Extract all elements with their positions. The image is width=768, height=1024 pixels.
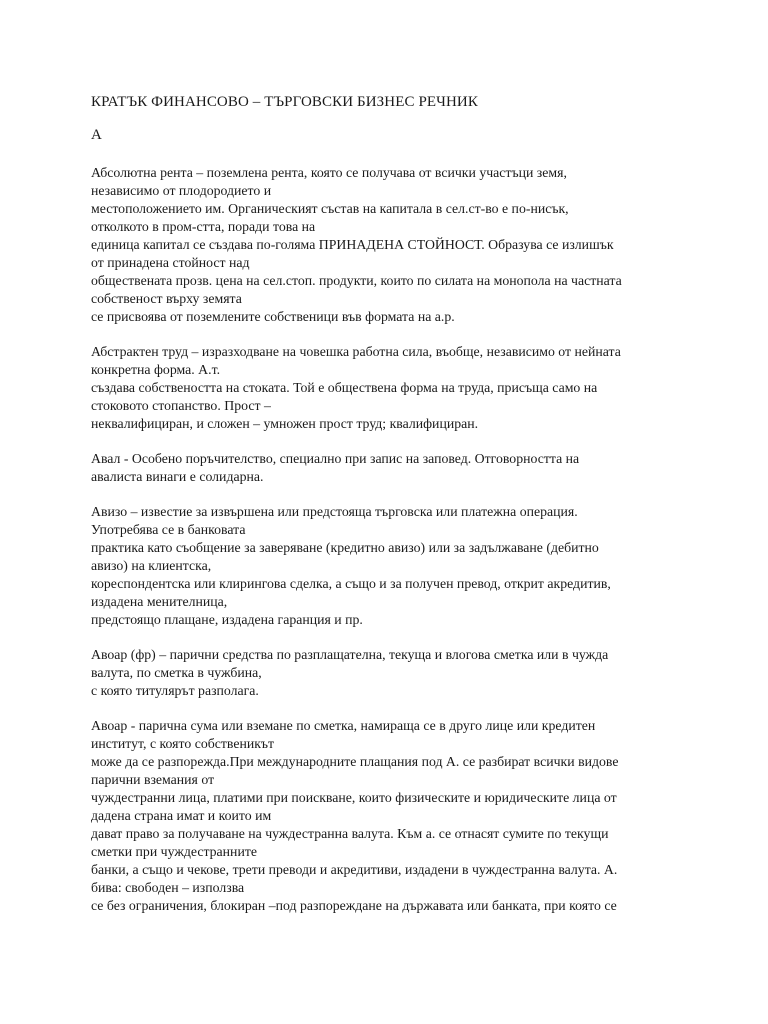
dictionary-entry xyxy=(91,717,691,915)
entry-text-line: банки, а също и чекове, трети преводи и акредитиви, издадени в чуждестранна валута. А. xyxy=(91,862,618,877)
entry-text-line: може да се разпорежда.При международните плащания под А. се разбират всички видове xyxy=(91,754,619,769)
entry-text-line: предстоящо плащане, издадена гаранция и пр. xyxy=(91,612,363,627)
entry-text-line: дават право за получаване на чуждестранна валута. Към а. се отнасят сумите по текущи xyxy=(91,826,609,841)
dictionary-entry xyxy=(91,646,691,700)
dictionary-entry xyxy=(91,503,691,629)
entry-text-line: създава собствеността на стоката. Той е обществена форма на труда, присъща само на xyxy=(91,380,598,395)
entry-text-line: авалиста винаги е солидарна. xyxy=(91,469,264,484)
entry-text-line: Авал - Особено поръчителство, специално при запис на заповед. Отговорността на xyxy=(91,451,580,466)
entry-text-line: дадена страна имат и които им xyxy=(91,808,272,823)
entry-text-line: бива: свободен – използва xyxy=(91,880,245,895)
dictionary-entry xyxy=(91,343,691,433)
entry-text-line: Абстрактен труд – изразходване на човешка работна сила, въобще, независимо от нейната xyxy=(91,344,621,359)
entry-text-line: от принадена стойност над xyxy=(91,255,250,270)
entry-text-line: отколкото в пром-стта, поради това на xyxy=(91,219,316,234)
entry-text-line: институт, с която собственикът xyxy=(91,736,275,751)
entry-text-line: конкретна форма. А.т. xyxy=(91,362,221,377)
entry-text-line: единица капитал се създава по-голяма ПРИНАДЕНА СТОЙНОСТ. Образува се излишък xyxy=(91,237,614,252)
entry-text-line: неквалифициран, и сложен – умножен прост труд; квалифициран. xyxy=(91,416,479,431)
entry-text-line: Употребява се в банковата xyxy=(91,522,246,537)
entry-text-line: издадена менителница, xyxy=(91,594,228,609)
entry-text-line: независимо от плодородието и xyxy=(91,183,272,198)
entry-text-line: авизо) на клиентска, xyxy=(91,558,212,573)
dictionary-entry xyxy=(91,450,691,486)
document-content xyxy=(91,93,691,932)
entry-text-line: стоковото стопанство. Прост – xyxy=(91,398,271,413)
section-letter: А xyxy=(91,127,102,143)
entry-text-line: местоположението им. Органическият състав на капитала в сел.ст-во е по-нисък, xyxy=(91,201,569,216)
entry-text-line: кореспондентска или клирингова сделка, а също и за получен превод, открит акредитив, xyxy=(91,576,611,591)
entry-text-line: с която титулярът разполага. xyxy=(91,683,259,698)
entry-text-line: се без ограничения, блокиран –под разпореждане на държавата или банката, при която се xyxy=(91,898,617,913)
entry-text-line: парични вземания от xyxy=(91,772,215,787)
document-title: КРАТЪК ФИНАНСОВО – ТЪРГОВСКИ БИЗНЕС РЕЧНИК xyxy=(91,94,478,110)
entry-text-line: практика като съобщение за заверяване (кредитно авизо) или за задължаване (дебитно xyxy=(91,540,599,555)
entry-text-line: чуждестранни лица, платими при поискване, които физическите и юридическите лица от xyxy=(91,790,617,805)
entry-text-line: сметки при чуждестранните xyxy=(91,844,257,859)
entry-text-line: валута, по сметка в чужбина, xyxy=(91,665,262,680)
entry-text-line: обществената прозв. цена на сел.стоп. продукти, които по силата на монопола на частната xyxy=(91,273,622,288)
entry-text-line: Авоар - парична сума или вземане по сметка, намираща се в друго лице или кредитен xyxy=(91,718,596,733)
dictionary-entries xyxy=(91,164,691,915)
entry-text-line: собственост върху земята xyxy=(91,291,242,306)
dictionary-entry xyxy=(91,164,691,326)
entry-text-line: Авоар (фр) – парични средства по разплащателна, текуща и влогова сметка или в чужда xyxy=(91,647,609,662)
entry-text-line: Авизо – известие за извършена или предстояща търговска или платежна операция. xyxy=(91,504,578,519)
entry-text-line: Абсолютна рента – поземлена рента, която се получава от всички участъци земя, xyxy=(91,165,567,180)
entry-text-line: се присвоява от поземлените собственици във формата на а.р. xyxy=(91,309,455,324)
